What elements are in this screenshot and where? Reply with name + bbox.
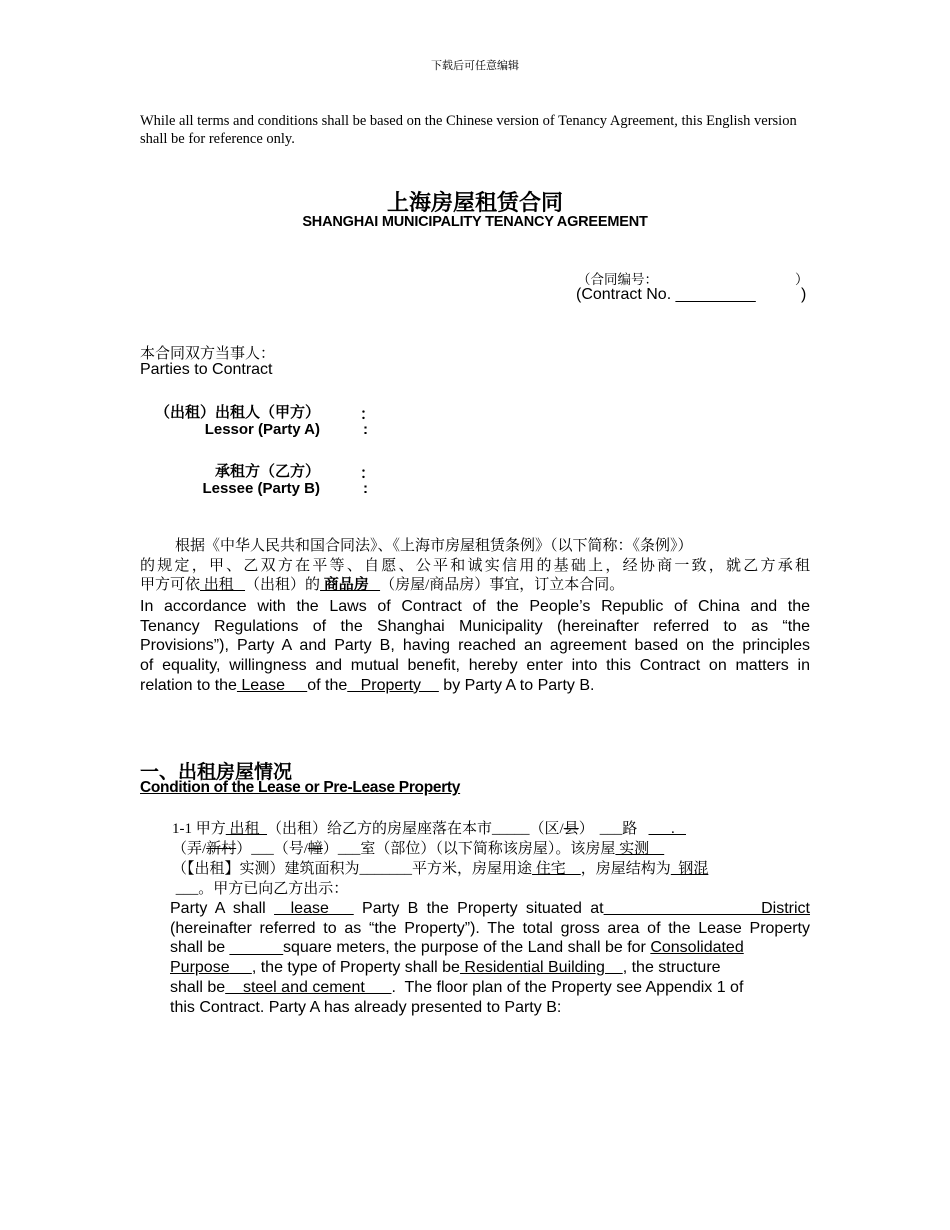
intro-en-line-5 [140, 676, 810, 696]
intro-en-text: relation to the [140, 676, 237, 694]
clause-blank [230, 959, 252, 976]
intro-zh-text: 甲方可依 [140, 577, 201, 593]
intro-zh-line-1: 根据《中华人民共和国合同法》、《上海市房屋租赁条例》（以下简称：《条例》） [175, 538, 693, 554]
clause-text: （号/ [273, 841, 308, 857]
page-header-note: 下载后可任意编辑 [431, 60, 519, 72]
clause-text: （弄/ [172, 841, 207, 857]
clause-text: 1-1 甲方 [172, 821, 226, 837]
intro-zh-property-type: 商品房 [320, 577, 381, 593]
intro-en-property: Property [347, 676, 439, 694]
intro-en-line-1: In accordance with the Laws of Contract of the People’s Republic of China and the [140, 598, 810, 615]
parties-heading-en: Parties to Contract [140, 361, 273, 378]
title-chinese: 上海房屋租赁合同 [386, 190, 563, 215]
intro-en-text: by Party A to Party B. [438, 676, 595, 694]
lessee-colon-en: : [363, 480, 368, 497]
clause-text: 路 [622, 821, 649, 837]
clause-blank: steel and cement [225, 978, 392, 996]
clause-1-1-en-line-2: (hereinafter referred to as “the Property”). The total gross area of the Lease Property [170, 919, 810, 937]
clause-1-1-zh-line-1 [172, 819, 810, 839]
intro-zh-text: （出租）的 [245, 577, 321, 593]
contract-number-en-label: (Contract No. _________ [576, 286, 756, 303]
section-1-title-en: Condition of the Lease or Pre-Lease Property [140, 779, 461, 796]
contract-number-en [576, 286, 816, 304]
lessee-colon-zh: ： [360, 466, 376, 482]
contract-number-zh-close: ） [795, 272, 809, 287]
clause-blank: 出租 [225, 821, 268, 837]
clause-strike: 幢 [307, 841, 323, 857]
clause-blank: 实测 [615, 841, 665, 857]
title-english: SHANGHAI MUNICIPALITY TENANCY AGREEMENT [302, 214, 648, 230]
contract-number-zh [577, 268, 807, 288]
clause-blank: ___ [172, 881, 199, 897]
intro-paragraph-en [140, 597, 810, 696]
intro-en-line-3: Provisions”), Party A and Party B, having reached an agreement based on the principles [140, 637, 810, 655]
lessor-colon-en: : [363, 421, 368, 438]
clause-1-1-en-line-5 [170, 978, 810, 998]
clause-blank: . [648, 821, 686, 837]
clause-1-1-en-line-3 [170, 938, 810, 958]
section-1-title-zh: 一、出租房屋情况 [140, 762, 293, 783]
clause-blank: District [603, 900, 810, 917]
lessor-label-zh: （出租）出租人（甲方） [154, 405, 320, 421]
intro-en-text: of the [307, 676, 348, 694]
clause-text: shall be [170, 939, 230, 957]
clause-text: 。甲方已向乙方出示： [198, 881, 349, 897]
clause-1-1-en-line-1 [170, 899, 810, 919]
clause-1-1-zh-line-3 [172, 859, 810, 879]
clause-strike: 新村 [206, 841, 237, 857]
lessor-colon-zh: ： [360, 407, 376, 423]
clause-text: ） [236, 841, 252, 857]
clause-text: ） [578, 821, 594, 837]
clause-1-1-zh [172, 819, 810, 899]
clause-text: shall be [170, 978, 226, 996]
clause-blank: Consolidated [650, 939, 744, 957]
clause-text: 室（部位）（以下简称该房屋）。该房屋 [360, 841, 616, 857]
clause-blank: _____ [492, 821, 530, 837]
clause-text: ） [322, 841, 338, 857]
clause-text: （区/ [529, 821, 564, 837]
clause-text: 平方米，房屋用途 [412, 861, 533, 877]
clause-blank: lease [274, 900, 354, 917]
clause-blank: Residential Building [459, 959, 623, 977]
intro-zh-line-2: 的规定，甲、乙双方在平等、自愿、公平和诚实信用的基础上，经协商一致，就乙方承租 [140, 557, 810, 574]
intro-zh-text: （房屋/商品房）事宜，订立本合同。 [380, 577, 625, 593]
clause-blank: ___ [251, 841, 274, 857]
clause-blank: Purpose [170, 959, 230, 977]
intro-zh-lease-type: 出租 [200, 577, 246, 593]
disclaimer: While all terms and conditions shall be based on the Chinese version of Tenancy Agreement, this English version shall be for reference only. [140, 113, 797, 147]
parties-heading-zh: 本合同双方当事人： [140, 346, 276, 362]
clause-1-1-en-line-6: this Contract. Party A has already presented to Party B: [170, 998, 562, 1016]
intro-en-line-4: of equality, willingness and mutual benefit, hereby enter into this Contract on matters in [140, 657, 810, 675]
clause-text: ，房屋结构为 [580, 861, 671, 877]
clause-blank: 钢混 [670, 861, 709, 877]
intro-en-lease: Lease [236, 676, 308, 694]
lessee-label-zh: 承租方（乙方） [214, 464, 320, 480]
clause-blank: ______ [229, 939, 283, 957]
clause-blank: ___ [599, 821, 623, 837]
contract-number-en-close: ) [801, 286, 807, 303]
clause-text: . The floor plan of the Property see Appendix 1 of [391, 978, 744, 996]
intro-en-line-2: Tenancy Regulations of the Shanghai Municipality (hereinafter referred to as “the [140, 617, 810, 635]
intro-paragraph-zh [140, 537, 810, 596]
clause-blank: 住宅 [532, 861, 581, 877]
intro-zh-line-3 [140, 576, 810, 596]
clause-text: Party B the Property situated at [353, 900, 604, 917]
clause-1-1-zh-line-4 [172, 879, 810, 899]
clause-blank: _______ [359, 861, 413, 877]
clause-1-1-en-line-4 [170, 958, 810, 978]
clause-text: , the structure [622, 959, 721, 977]
lessor-label-en: Lessor (Party A) [204, 421, 320, 438]
clause-text: Party A shall [170, 900, 275, 917]
lessee-label-en: Lessee (Party B) [202, 480, 320, 497]
clause-text: square meters, the purpose of the Land shall be for [282, 939, 651, 957]
clause-1-1-zh-line-2 [172, 839, 810, 859]
clause-text: （【出租】实测）建筑面积为 [172, 861, 360, 877]
clause-strike: 县 [563, 821, 579, 837]
contract-number-zh-label: （合同编号： [577, 272, 658, 287]
clause-text: , the type of Property shall be [251, 959, 460, 977]
clause-text: （出租）给乙方的房屋座落在本市 [267, 821, 493, 837]
clause-blank: ___ [337, 841, 361, 857]
clause-1-1-en [170, 899, 810, 1017]
